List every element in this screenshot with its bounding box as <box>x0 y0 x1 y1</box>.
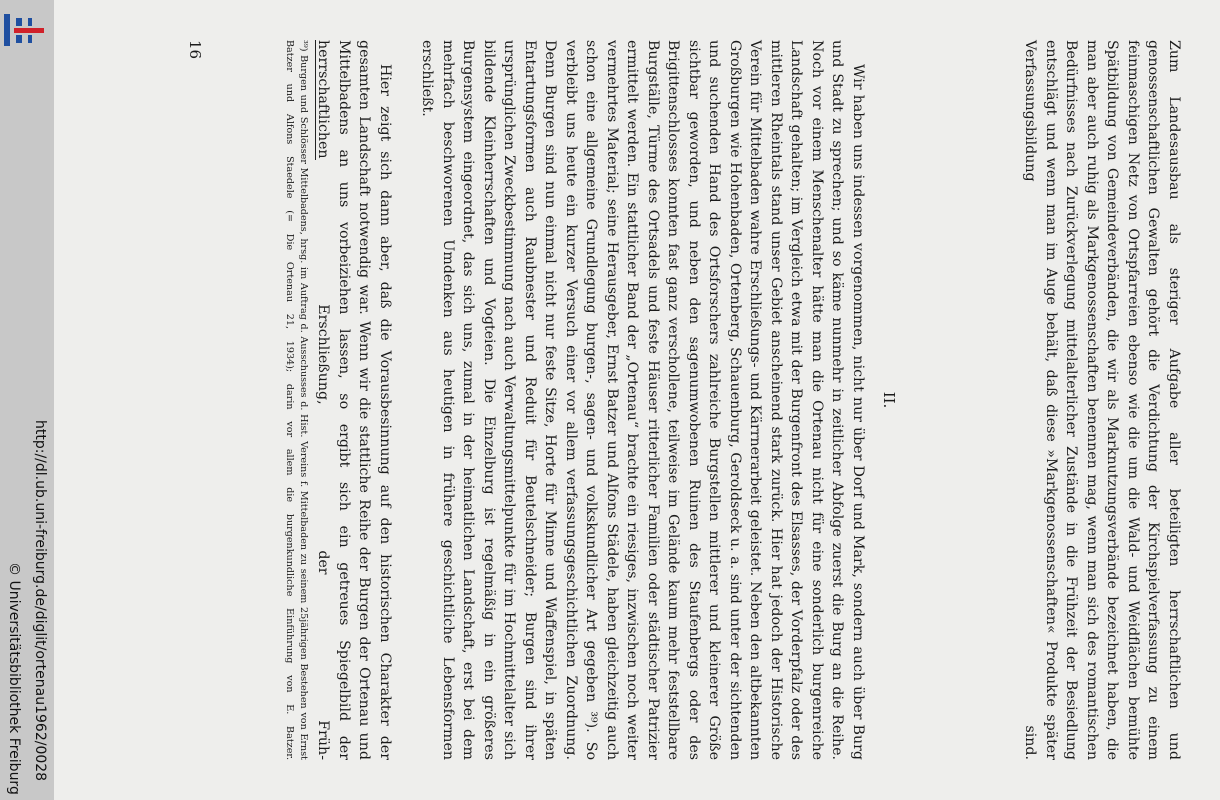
copyright-notice: © Universitätsbibliothek Freiburg <box>6 562 22 795</box>
footnote: ³⁹) Burgen und Schlösser Mittelbadens, hrsg. im Auftrag d. Ausschusses d. Hist. Vereins f. Mittelbaden zu seinem 25jährigen Bestehen von Ernst Batzer und Alfons Staedele (= Die Ortenau 21, 1934); darin vor allem die burgenkundliche Einführung von E. Batzer. <box>283 40 309 760</box>
scanned-page <box>54 0 1220 800</box>
page-number: 16 <box>186 40 204 60</box>
rotated-text-block <box>114 0 1194 800</box>
credit-sidebar <box>0 0 54 800</box>
section-heading: II. <box>880 391 898 409</box>
source-url[interactable]: http://dl.ub.uni-freiburg.de/diglit/ortenau1962/0028 <box>32 420 48 782</box>
footnote-divider <box>315 40 316 160</box>
university-logo-icon <box>2 10 46 50</box>
paragraph-burgen: Wir haben uns indessen vorgenommen, nicht nur über Dorf und Mark, sondern auch über Burg und Stadt zu sprechen; und so käme nunmehr in zeitlicher Abfolge zuerst die Burg an die Reihe. Noch vor einem Menschenalter hätte man die Ortenau nicht für eine sonderlich burgenreiche Landschaft gehalten; im Vergleich etwa mit der Burgenfront des Elsasses, der Vorderpfalz oder des mittleren Rheintals stand unser Gebiet anscheinend stark zurück. Hier hat jedoch der Historische Verein für Mittelbaden wahre Erschließungs- und Kärrnerarbeit geleistet. Neben den altbekannten Großburgen wie Hohenbaden, Ortenberg, Schauenburg, Geroldseck u. a. sind unter der sichtenden und suchenden Hand des Ortsforschers zahlreiche Burgstellen mittlerer und kleinerer Größe sichtbar geworden, und neben den sagenumwobenen Ruinen des Staufenbergs oder des Brigittenschlosses konnten fast ganz verschollene, teilweise im Gelände kaum mehr feststellbare Burgställe, Türme des Ortsadels und feste Häuser ritterlicher Familien oder städtischer Patrizier ermittelt werden. Ein stattlicher Band der „Ortenau“ brachte ein riesiges, inzwischen noch weiter vermehrtes Material; seine Herausgeber, Ernst Batzer und Alfons Städele, haben gleichzeitig auch schon eine allgemeine Grundlegung burgen-, sagen- und volkskundlicher Art gegeben ³⁹). So verbleibt uns heute ein kurzer Versuch einer vor allem verfassungsgeschichtlichen Zuordnung. Denn Burgen sind nun einmal nicht nur feste Sitze, Horte für Minne und Waffenspiel, in späten Entartungsformen auch Raubnester und Reduit für Beutelschneider; Burgen sind ihrer ursprünglichen Zweckbestimmung nach auch Verwaltungsmittelpunkte für im Hochmittelalter sich bildende Kleinherrschaften und Vogteien. Die Einzelburg ist regelmäßig in ein größeres Burgensystem eingeordnet, das sich uns, zumal in der heimatlichen Landschaft, erst bei dem mehrfach beschworenen Umdenken aus heutigen in frühere geschichtliche Lebensformen erschließt. <box>419 40 866 760</box>
paragraph-landesausbau: Zum Landesausbau als steriger Aufgabe aller beteiligten herrschaftlichen und genossenschaftlichen Gewalten gehört die Verdichtung der Kirchspielverfassung zu einem feinmaschigen Netz von Ortspfarreien ebenso wie die um die Wald- und Weidflächen bemühte Spätbildung von Gemeindeverbänden, die wir als Marknutzungsverbände bezeichnet haben, die man aber auch ruhig als Markgenossenschaften benennen mag, wenn man sich des romantischen Bedürfnisses nach Zurückverlegung mittelalterlicher Zustände in die Frühzeit der Besiedlung entschlägt und wenn man im Auge behält, daß diese »Markgenossenschaften« Produkte später Verfassungsbildung sind. <box>1022 40 1182 760</box>
paragraph-vorausbesinnung: Hier zeigt sich dann aber, daß die Vorausbesinnung auf den historischen Charakter der gesamten Landschaft notwendig war. Wenn wir die stattliche Reihe der Burgen der Ortenau und Mittelbadens an uns vorbeiziehen lassen, so ergibt sich ein getreues Spiegelbild der herrschaftlichen Erschließung, der Früh- <box>315 40 393 760</box>
